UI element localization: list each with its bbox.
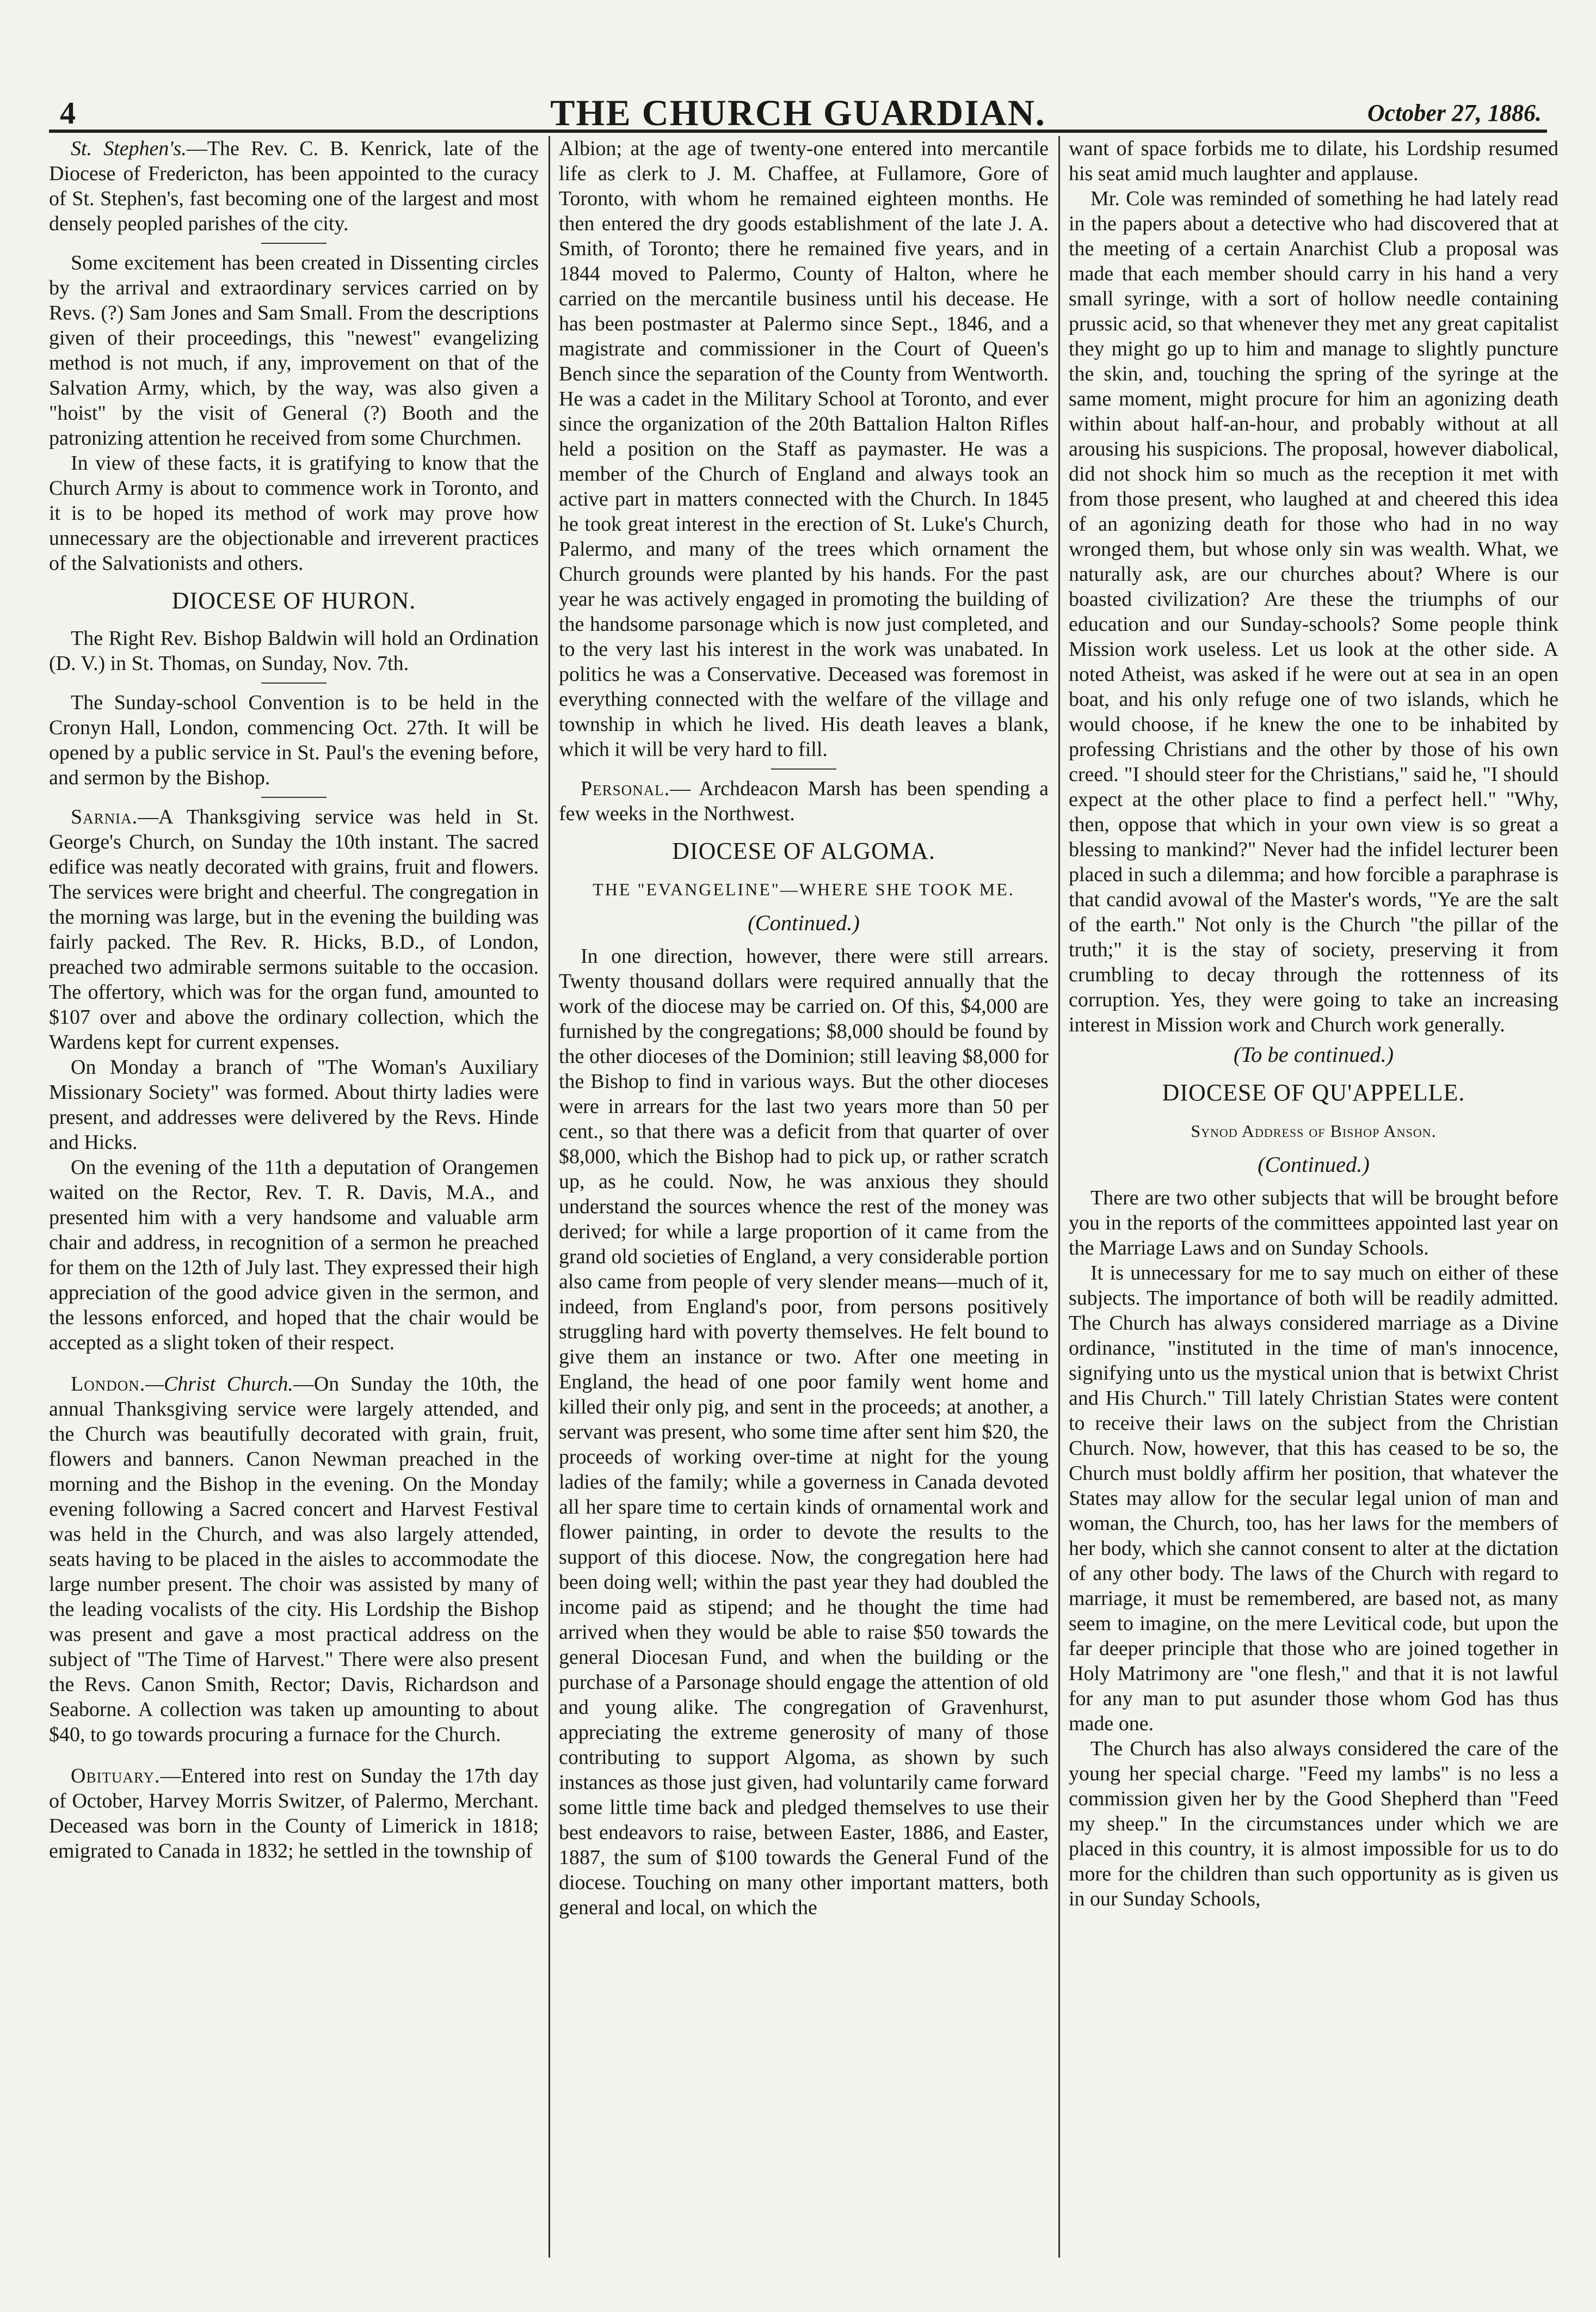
column-3 xyxy=(1069,136,1558,2258)
section-heading: DIOCESE OF ALGOMA. xyxy=(672,838,935,864)
paragraph: In view of these facts, it is gratifying to know that the Church Army is about to commence work in Toronto, and it is to be hoped its method of work may prove how unnecessary are the objectionable and irreverent practices of the Salvationists and others. xyxy=(49,452,539,575)
divider xyxy=(771,768,836,770)
divider xyxy=(261,682,326,684)
divider xyxy=(261,797,326,798)
continued-note: (Continued.) xyxy=(748,911,860,935)
article-columns xyxy=(49,136,1558,2258)
section-heading: DIOCESE OF HURON. xyxy=(171,587,416,614)
section-subheading: Synod Address of Bishop Anson. xyxy=(1191,1121,1437,1141)
paragraph-lead: St. Stephen's. xyxy=(71,137,187,160)
section-heading: DIOCESE OF QU'APPELLE. xyxy=(1162,1079,1465,1106)
column-2 xyxy=(559,136,1049,2258)
paragraph: On the evening of the 11th a deputation of Orangemen waited on the Rector, Rev. T. R. Davis, M.A., and presented him with a very handsome and valuable arm chair and address, in recognition of a sermon he preached for them on the 12th of July last. They expressed their high appreciation of the good advice given in the sermon, and the lessons enforced, and hoped that the chair would be accepted as a slight token of their respect. xyxy=(49,1156,539,1354)
section-subheading: THE "EVANGELINE"—WHERE SHE TOOK ME. xyxy=(593,880,1015,899)
continued-note: (Continued.) xyxy=(1258,1152,1370,1177)
paragraph: want of space forbids me to dilate, his Lordship resumed his seat amid much laughter and applause. xyxy=(1069,137,1558,185)
paragraph: On Monday a branch of "The Woman's Auxiliary Missionary Society" was formed. About thirty ladies were present, and addresses were delivered by the Revs. Hinde and Hicks. xyxy=(49,1056,539,1154)
paragraph: The Church has also always considered the care of the young her special charge. "Feed my lambs" is no less a commission given her by the Good Shepherd than "Feed my sheep." In the circumstances under which we are placed in this country, it is almost impossible for us to do more for the children than such opportunity as is given us in our Sunday Schools, xyxy=(1069,1737,1558,1910)
paragraph: St. Stephen's.—The Rev. C. B. Kenrick, late of the Diocese of Fredericton, has been appointed to the curacy of St. Stephen's, fast becoming one of the largest and most densely peopled parishes of the city. xyxy=(49,137,539,235)
paragraph-lead: Obituary. xyxy=(71,1764,161,1787)
newspaper-title: THE CHURCH GUARDIAN. xyxy=(550,92,1046,133)
issue-date: October 27, 1886. xyxy=(1367,100,1542,126)
paragraph-lead: London. xyxy=(71,1373,146,1395)
masthead xyxy=(49,91,1547,133)
paragraph: It is unnecessary for me to say much on either of these subjects. The importance of both will be readily admitted. The Church has always considered marriage as a Divine ordinance, "instituted in the time of man's innocence, signifying unto us the mystical union that is betwixt Christ and His Church." Till lately Christian States were content to receive their laws on the subject from the Christian Church. Now, however, that this has ceased to be so, the Church must boldly affirm her position, that whatever the States may allow for the secular legal union of man and woman, the Church, too, has her laws for the members of her body, which she cannot consent to alter at the dictation of any other body. The laws of the Church with regard to marriage, it must be remembered, are based not, as many seem to imagine, on the mere Levitical code, but upon the far deeper principle that those who are joined together in Holy Matrimony are "one flesh," and that it is not lawful for any man to put asunder those whom God has thus made one. xyxy=(1069,1262,1558,1735)
column-rule xyxy=(549,136,550,2258)
paragraph: London.—Christ Church.—On Sunday the 10th, the annual Thanksgiving service were largely attended, and the Church was beautifully decorated with grain, fruit, flowers and banners. Canon Newman preached in the morning and the Bishop in the evening. On the Monday evening following a Sacred concert and Harvest Festival was held in the Church, and was also largely attended, seats having to be placed in the aisles to accommodate the large number present. The choir was assisted by many of the leading vocalists of the city. His Lordship the Bishop was present and gave a most practical address on the subject of "The Time of Harvest." There were also present the Revs. Canon Smith, Rector; Davis, Richardson and Seaborne. A collection was taken up amounting to about $40, to go towards procuring a furnace for the Church. xyxy=(49,1373,539,1746)
page-number: 4 xyxy=(60,95,76,131)
column-1 xyxy=(49,136,539,2258)
paragraph: The Sunday-school Convention is to be held in the Cronyn Hall, London, commencing Oct. 27th. It will be opened by a public service in St. Paul's the evening before, and sermon by the Bishop. xyxy=(49,691,539,789)
paragraph: Sarnia.—A Thanksgiving service was held in St. George's Church, on Sunday the 10th instant. The sacred edifice was neatly decorated with grains, fruit and flowers. The services were bright and cheerful. The congregation in the morning was large, but in the evening the building was fairly packed. The Rev. R. Hicks, B.D., of London, preached two admirable sermons suitable to the occasion. The offertory, which was for the organ fund, amounted to $107 over and above the ordinary collection, which the Wardens kept for current expenses. xyxy=(49,805,539,1054)
paragraph-lead: Personal. xyxy=(581,777,670,800)
paragraph: Some excitement has been created in Dissenting circles by the arrival and extraordinary services carried on by Revs. (?) Sam Jones and Sam Small. From the descriptions given of their proceedings, this "newest" evangelizing method is not much, if any, improvement on that of the Salvation Army, which, by the way, was also given a "hoist" by the visit of General (?) Booth and the patronizing attention he received from some Churchmen. xyxy=(49,251,539,450)
paragraph: Albion; at the age of twenty-one entered into mercantile life as clerk to J. M. Chaffee, at Fullamore, Gore of Toronto, with whom he remained eighteen months. He then entered the dry goods establishment of the late J. A. Smith, of Toronto; there he remained five years, and in 1844 moved to Palermo, County of Halton, where he carried on the mercantile business until his decease. He has been postmaster at Palermo since Sept., 1846, and a magistrate and commissioner in the Court of Queen's Bench since the separation of the County from Wentworth. He was a cadet in the Military School at Toronto, and ever since the organization of the 20th Battalion Halton Rifles held a position on the Staff as paymaster. He was a member of the Church of England and always took an active part in matters connected with the Church. In 1845 he took great interest in the erection of St. Luke's Church, Palermo, and many of the trees which ornament the Church grounds were planted by his hands. For the past year he was actively engaged in promoting the building of the handsome parsonage which is now just completed, and to the very last his interest in the work was unabated. In politics he was a Conservative. Deceased was foremost in everything connected with the welfare of the village and township in which he lived. His death leaves a blank, which it will be very hard to fill. xyxy=(559,137,1049,761)
paragraph: The Right Rev. Bishop Baldwin will hold an Ordination (D. V.) in St. Thomas, on Sunday, Nov. 7th. xyxy=(49,627,539,675)
paragraph-lead: Sarnia. xyxy=(71,805,138,828)
paragraph: Obituary.—Entered into rest on Sunday the 17th day of October, Harvey Morris Switzer, of Palermo, Merchant. Deceased was born in the County of Limerick in 1818; emigrated to Canada in 1832; he settled in the township of xyxy=(49,1764,539,1862)
paragraph: Mr. Cole was reminded of something he had lately read in the papers about a detective who had discovered that at the meeting of a certain Anarchist Club a proposal was made that each member should carry in his hand a very small syringe, with a sort of hollow needle containing prussic acid, so that whenever they met any great capitalist they might go up to him and manage to slightly puncture the skin, and, touching the spring of the syringe at the same moment, might procure for him an agonizing death within about half-an-hour, and probably without at all arousing his suspicions. The proposal, however diabolical, did not shock him so much as the reception it met with from those present, who laughed at and cheered this idea of an agonizing death for those who had in no way wronged them, but whose only sin was wealth. What, we naturally ask, are our churches about? Where is our boasted civilization? Are these the triumphs of our education and our Sunday-schools? Some people think Mission work useless. Let us look at the other side. A noted Atheist, was asked if he were out at sea in an open boat, and his only refuge one of two islands, which he would choose, if he knew the one to be inhabited by professing Christians and the other by those of his own creed. "I should steer for the Christians," said he, "I should expect at the other place to find a perfect hell." "Why, then, oppose that which in your own view is so great a blessing to mankind?" Never had the infidel lecturer been placed in such a dilemma; and how forcible a paraphrase is that candid avowal of the Master's words, "Ye are the salt of the earth." Not only is the Church "the pillar of the truth;" it is the stay of society, preserving it from crumbling to decay through the rottenness of its corruption. Yes, they were going to take an increasing interest in Mission work and Church work generally. xyxy=(1069,187,1558,1036)
to-be-continued-note: (To be continued.) xyxy=(1233,1042,1394,1067)
column-rule xyxy=(1058,136,1060,2258)
paragraph: Personal.— Archdeacon Marsh has been spending a few weeks in the Northwest. xyxy=(559,777,1049,825)
divider xyxy=(261,243,326,244)
paragraph: There are two other subjects that will be brought before you in the reports of the committees appointed last year on the Marriage Laws and on Sunday Schools. xyxy=(1069,1186,1558,1259)
paragraph: In one direction, however, there were still arrears. Twenty thousand dollars were required annually that the work of the diocese may be carried on. Of this, $4,000 are furnished by the congregations; $8,000 should be found by the other dioceses of the Dominion; still leaving $8,000 for the Bishop to find in various ways. But the other dioceses were in arrears for the last two years more than 50 per cent., so that there was a deficit from that quarter of over $8,000, which the Bishop had to pick up, or rather scratch up, as he could. Now, he was anxious they should understand the sources whence the rest of the money was derived; for while a large proportion of it came from the grand old societies of England, a very considerable portion also came from people of very slender means—much of it, indeed, from England's poor, from persons positively struggling hard with poverty themselves. He felt bound to give them an instance or two. After one meeting in England, the head of one poor family went home and killed their only pig, and sent in the proceeds; at another, a servant was present, who some time after sent him $20, the proceeds of working over-time at night for the young ladies of the family; while a governess in Canada devoted all her spare time to certain kinds of ornamental work and flower painting, in order to devote the results to the support of this diocese. Now, the congregation here had been doing well; within the past year they had doubled the income paid as stipend; and he thought the time had arrived when they would be able to raise $50 towards the general Diocesan Fund, and when the building or the purchase of a Parsonage should engage the attention of old and young alike. The congregation of Gravenhurst, appreciating the extreme generosity of many of those contributing to support Algoma, as shown by such instances as those just given, had voluntarily came forward some little time back and pledged themselves to use their best endeavors to raise, between Easter, 1886, and Easter, 1887, the sum of $100 towards the General Fund of the diocese. Touching on many other important matters, both general and local, on which the xyxy=(559,945,1049,1919)
